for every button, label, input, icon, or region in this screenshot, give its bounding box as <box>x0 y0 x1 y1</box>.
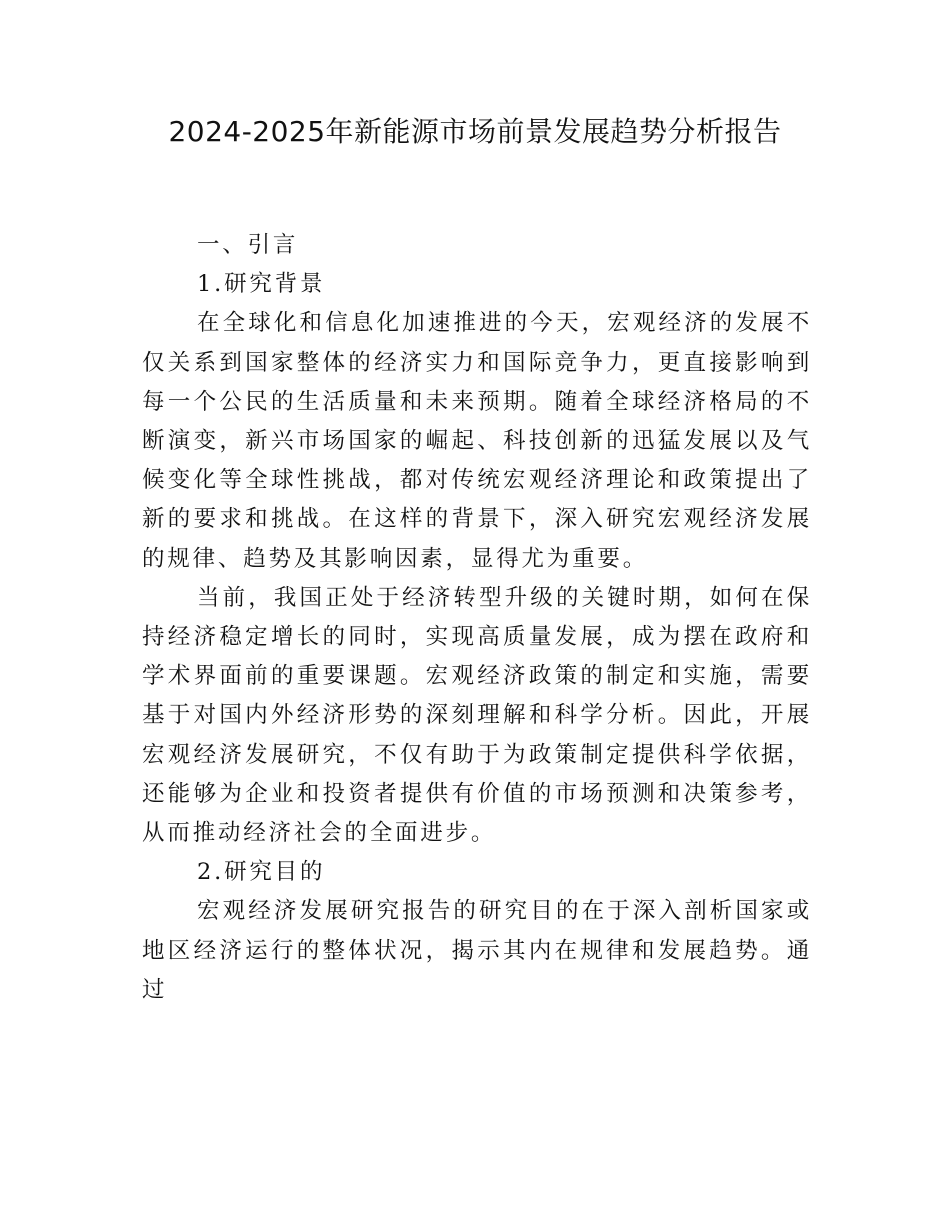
section-heading-introduction: 一、引言 <box>197 232 299 258</box>
paragraph-background-2: 当前，我国正处于经济转型升级的关键时期，如何在保持经济稳定增长的同时，实现高质量发展，成为摆在政府和学术界面前的重要课题。宏观经济政策的制定和实施，需要基于对国内外经济形势的深刻理解和科学分析。因此，开展宏观经济发展研究，不仅有助于为政策制定提供科学依据，还能够为企业和投资者提供有价值的市场预测和决策参考，从而推动经济社会的全面进步。 <box>142 584 812 847</box>
paragraph-background-1: 在全球化和信息化加速推进的今天，宏观经济的发展不仅关系到国家整体的经济实力和国际竞争力，更直接影响到每一个公民的生活质量和未来预期。随着全球经济格局的不断演变，新兴市场国家的崛起、科技创新的迅猛发展以及气候变化等全球性挑战，都对传统宏观经济理论和政策提出了新的要求和挑战。在这样的背景下，深入研究宏观经济发展的规律、趋势及其影响因素，显得尤为重要。 <box>142 310 812 572</box>
subsection-heading-purpose: 2.研究目的 <box>197 859 326 886</box>
document-body <box>142 226 812 1010</box>
subsection-heading-background: 1.研究背景 <box>197 271 326 298</box>
paragraph-purpose-1: 宏观经济发展研究报告的研究目的在于深入剖析国家或地区经济运行的整体状况，揭示其内在规律和发展趋势。通过 <box>142 898 812 1003</box>
document-title: 2024-2025年新能源市场前景发展趋势分析报告 <box>168 115 782 148</box>
